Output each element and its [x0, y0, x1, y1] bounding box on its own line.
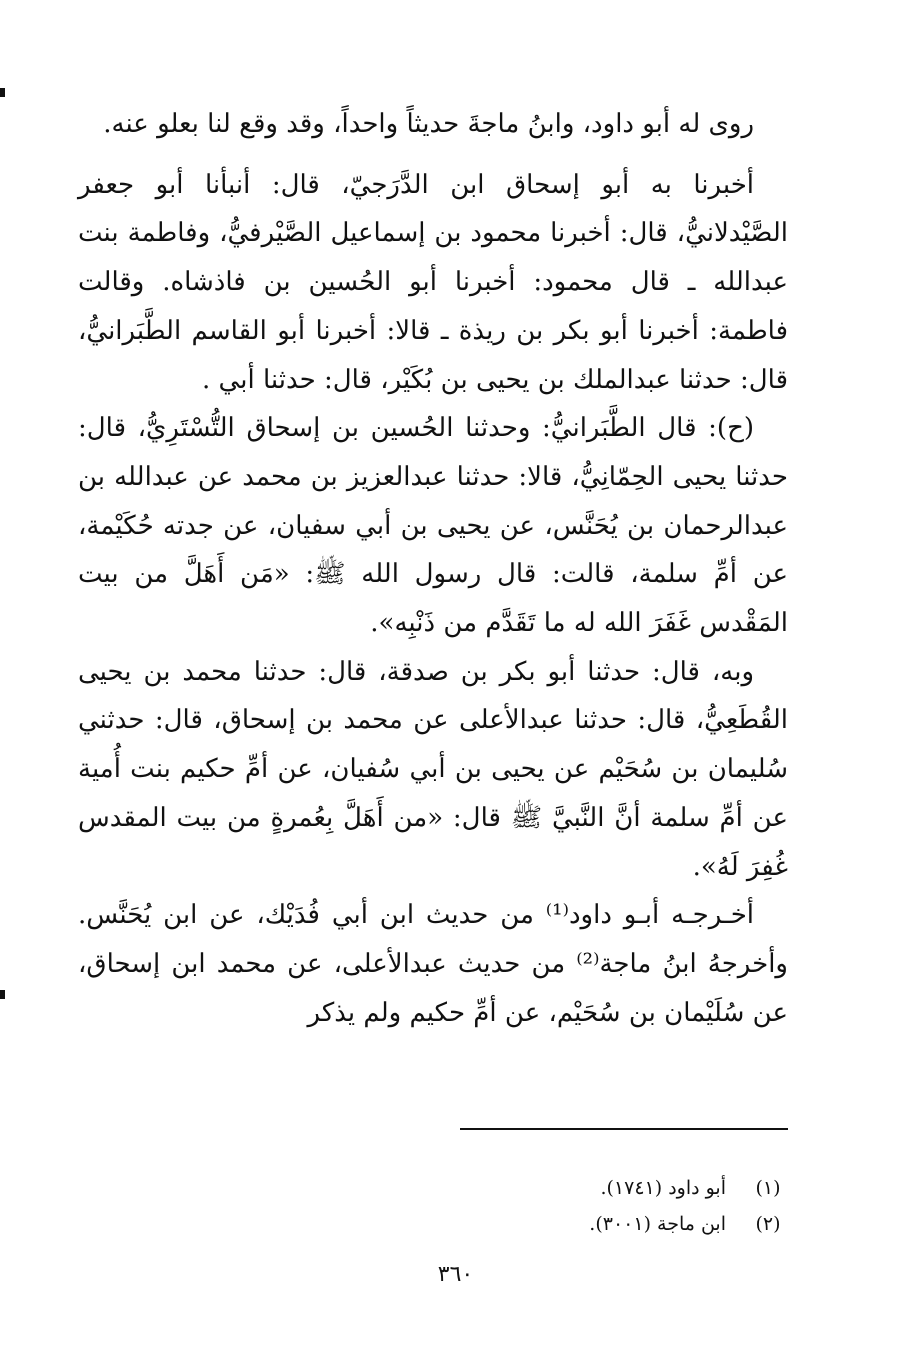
- margin-mark: [0, 88, 5, 97]
- main-text: [78, 100, 788, 1037]
- margin-mark: [0, 990, 5, 999]
- footnote-divider: [460, 1128, 788, 1130]
- paragraph: روى له أبو داود، وابنُ ماجةَ حديثاً واحداً، وقد وقع لنا بعلو عنه.: [103, 109, 754, 139]
- footnote: [78, 1170, 788, 1206]
- footnote-number: (٢): [755, 1213, 781, 1235]
- paragraph: وبه، قال: حدثنا أبو بكر بن صدقة، قال: حدثنا محمد بن يحيى القُطَعِيُّ، قال: حدثنا عبدالأعلى عن محمد بن إسحاق، قال: حدثني سُليمان بن سُحَيْم عن يحيى بن أبي سُفيان، عن أمِّ حكيم بنت أُمية عن أمِّ سلمة أنَّ النَّبيَّ ﷺ قال: «من أَهَلَّ بِعُمرةٍ من بيت المقدس غُفِرَ لَهُ».: [78, 656, 788, 882]
- footnote-text: ابن ماجة (٣٠٠١).: [589, 1213, 726, 1235]
- footnote-number: (١): [755, 1177, 781, 1199]
- paragraph: (ح): قال الطَّبَرانيُّ: وحدثنا الحُسين بن إسحاق التُّسْتَرِيُّ، قال: حدثنا يحيى الحِمّانِيُّ، قالا: حدثنا عبدالعزيز بن محمد عن عبدالله بن عبدالرحمان بن يُحَنَّس، عن يحيى بن أبي سفيان، عن جدته حُكَيْمة، عن أمِّ سلمة، قالت: قال رسول الله ﷺ: «مَن أَهَلَّ من بيت المَقْدس غَفَرَ الله له ما تَقَدَّم من ذَنْبِه».: [78, 413, 788, 639]
- paragraph: أخبرنا به أبو إسحاق ابن الدَّرَجيّ، قال: أنبأنا أبو جعفر الصَّيْدلانيُّ، قال: أخبرنا محمود بن إسماعيل الصَّيْرفيُّ، وفاطمة بنت عبدالله ـ قال محمود: أخبرنا أبو الحُسين بن فاذشاه. وقالت فاطمة: أخبرنا أبو بكر بن ريذة ـ قالا: أخبرنا أبو القاسم الطَّبَرانيُّ، قال: حدثنا عبدالملك بن يحيى بن بُكَيْر، قال: حدثنا أبي .: [78, 169, 788, 395]
- page-number: ٣٦٠: [437, 1262, 474, 1287]
- paragraph: أخـرجـه أبـو داود⁽¹⁾ من حديث ابن أبي فُدَيْك، عن ابن يُحَنَّس. وأخرجهُ ابنُ ماجة⁽²⁾ من حديث عبدالأعلى، عن محمد ابن إسحاق، عن سُلَيْمان بن سُحَيْم، عن أمِّ حكيم ولم يذكر: [78, 900, 788, 1028]
- footnote-text: أبو داود (١٧٤١).: [600, 1177, 726, 1199]
- footnote: [78, 1206, 788, 1242]
- footnotes: [78, 1170, 788, 1242]
